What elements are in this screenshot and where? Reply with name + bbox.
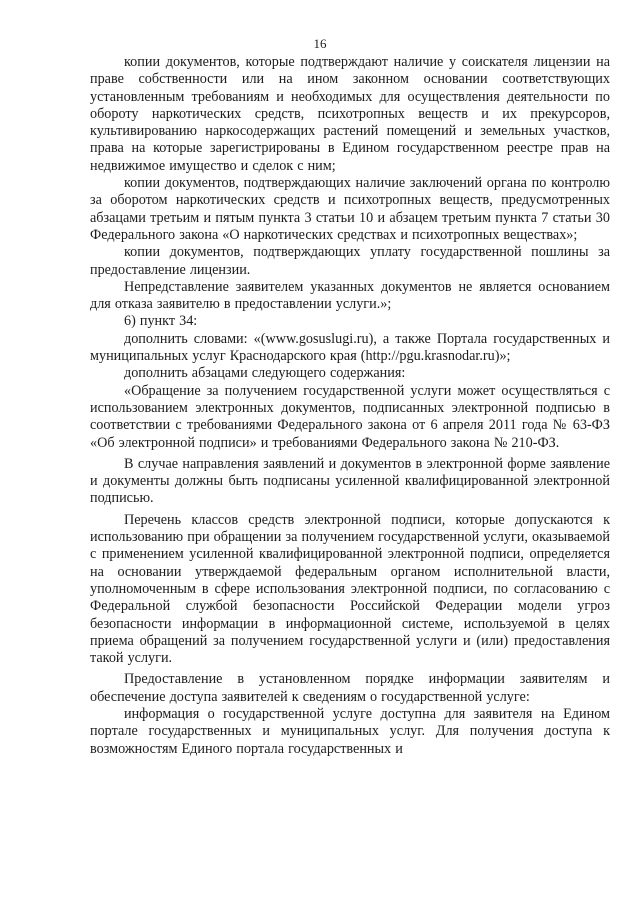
paragraph: 6) пункт 34:	[124, 313, 198, 330]
paragraph: Предоставление в установленном порядке информации заявителям и обеспечение доступа заявителей к сведениям о государственной услуге:	[90, 671, 610, 705]
document-body	[90, 54, 610, 758]
paragraph: копии документов, которые подтверждают наличие у соискателя лицензии на праве собственности или на ином законном основании соответствующих установленным требованиям и необходимых для осуществления деятельности по обороту наркотических средств, психотропных веществ и их прекурсоров, культивированию наркосодержащих растений помещений и земельных участков, права на которые зарегистрированы в Едином государственном реестре прав на недвижимое имущество и сделок с ним;	[90, 54, 610, 174]
paragraph: копии документов, подтверждающих наличие заключений органа по контролю за оборотом наркотических средств и психотропных веществ, предусмотренных абзацами третьим и пятым пункта 3 статьи 10 и абзацем третьим пункта 7 статьи 30 Федерального закона «О наркотических средствах и психотропных веществах»;	[90, 175, 610, 243]
paragraph: копии документов, подтверждающих уплату государственной пошлины за предоставление лицензии.	[90, 244, 610, 278]
paragraph: дополнить абзацами следующего содержания:	[124, 365, 406, 382]
paragraph: информация о государственной услуге доступна для заявителя на Едином портале государственных и муниципальных услуг. Для получения доступа к возможностям Единого портала государственных и	[90, 705, 610, 757]
paragraph: В случае направления заявлений и документов в электронной форме заявление и документы должны быть подписаны усиленной квалифицированной электронной подписью.	[90, 455, 610, 507]
paragraph: Непредставление заявителем указанных документов не является основанием для отказа заявителю в предоставлении услуги.»;	[90, 278, 610, 313]
page-number: 16	[313, 36, 327, 51]
paragraph: Перечень классов средств электронной подписи, которые допускаются к использованию при обращении за получением государственной услуги, оказываемой с применением усиленной квалифицированной электронной подписи, определяется на основании утверждаемой федеральным органом исполнительной власти, уполномоченным в сфере использования электронной подписи, по согласованию с Федеральной службой безопасности Российской Федерации модели угроз безопасности информации в информационной системе, используемой в целях приема обращений за получением государственной услуги и (или) предоставления такой услуги.	[90, 511, 610, 667]
paragraph: дополнить словами: «(www.gosuslugi.ru), а также Портала государственных и муниципальных услуг Краснодарского края (http://pgu.krasnodar.ru)»;	[90, 330, 610, 365]
paragraph: «Обращение за получением государственной услуги может осуществляться с использованием электронных документов, подписанных электронной подписью в соответствии с требованиями Федерального закона от 6 апреля 2011 года № 63-ФЗ «Об электронной подписи» и требованиями Федерального закона № 210-ФЗ.	[90, 382, 610, 451]
